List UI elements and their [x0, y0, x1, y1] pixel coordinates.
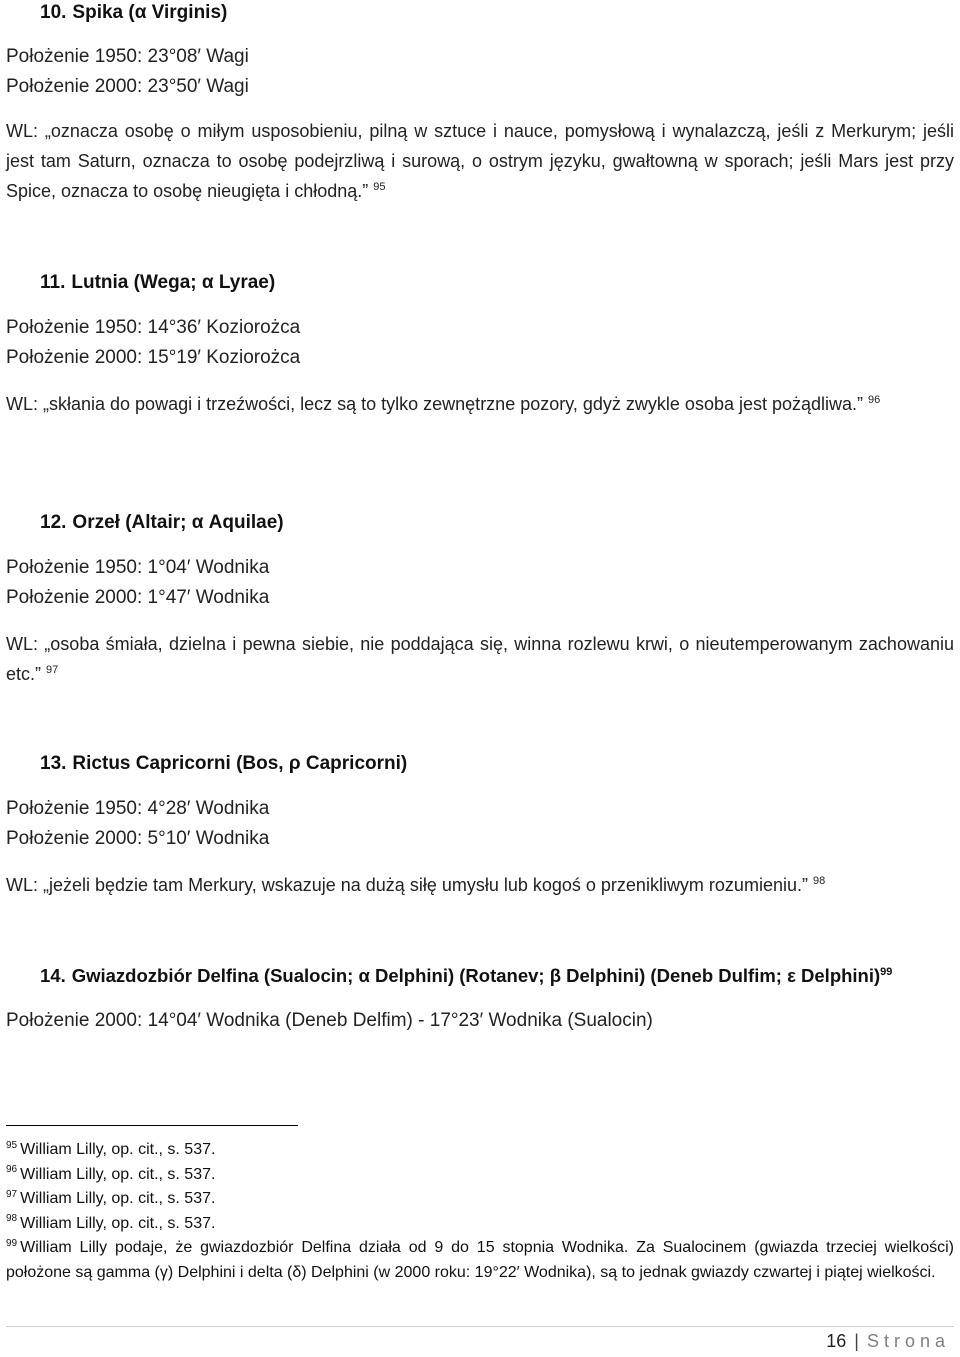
position-2000: Położenie 2000: 15°19′ Koziorożca [6, 347, 301, 368]
section-orzel [6, 509, 954, 689]
footnote-number: 95 [6, 1139, 18, 1151]
position-1950: Położenie 1950: 4°28′ Wodnika [6, 798, 270, 819]
page-number: 16 [826, 1331, 847, 1351]
wl-quote [6, 389, 954, 419]
footer-separator: | [854, 1331, 859, 1351]
wl-quote [6, 629, 954, 689]
wl-text: WL: „osoba śmiała, dzielna i pewna siebie, nie poddająca się, winna rozlewu krwi, o nieutemperowanym zachowaniu etc.” [6, 634, 954, 684]
footnote-number: 98 [6, 1213, 18, 1225]
position-2000: Położenie 2000: 23°50′ Wagi [6, 76, 249, 97]
section-title: Lutnia (Wega; α Lyrae) [71, 272, 276, 293]
footnote-text: William Lilly podaje, że gwiazdozbiór Delfina działa od 9 do 15 stopnia Wodnika. Za Sualocinem (gwiazda trzeciej wielkości) położone są gamma (γ) Delphini i delta (δ) Delphini (w 2000 roku: 19°22′ Wodnika), są to jednak gwiazdy czwartej i piątej wielkości. [6, 1239, 954, 1281]
wl-text: WL: „jeżeli będzie tam Merkury, wskazuje na dużą siłę umysłu lub kogoś o przenikliwym rozumieniu.” [6, 875, 808, 895]
footnote-number: 97 [6, 1188, 18, 1200]
footnote-ref: 99 [880, 965, 893, 978]
footnote-number: 99 [6, 1237, 18, 1249]
section-title: Spika (α Virginis) [72, 2, 228, 23]
footnotes [6, 1138, 954, 1285]
position-1950: Położenie 1950: 1°04′ Wodnika [6, 557, 270, 578]
footnote [6, 1163, 954, 1188]
section-number: 14. [40, 965, 66, 986]
footnote-text: William Lilly, op. cit., s. 537. [20, 1165, 216, 1183]
section-rictus [6, 750, 954, 900]
wl-text: WL: „skłania do powagi i trzeźwości, lecz są to tylko zewnętrzne pozory, gdyż zwykle osoba jest pożądliwa.” [6, 394, 864, 414]
section-spika [6, 0, 954, 206]
section-heading [6, 962, 954, 990]
section-heading [6, 509, 954, 537]
footer-rule [6, 1326, 954, 1327]
position-2000: Położenie 2000: 1°47′ Wodnika [6, 587, 270, 608]
position-2000: Położenie 2000: 5°10′ Wodnika [6, 828, 270, 849]
footnote-text: William Lilly, op. cit., s. 537. [20, 1141, 216, 1158]
footnote-text: William Lilly, op. cit., s. 537. [20, 1214, 216, 1232]
section-number: 12. [40, 512, 67, 533]
footnote [6, 1236, 954, 1285]
section-title: Gwiazdozbiór Delfina (Sualocin; α Delphini) (Rotanev; β Delphini) (Deneb Dulfim; ε Delphini) [71, 965, 881, 986]
section-heading [6, 269, 954, 297]
footnote [6, 1138, 954, 1163]
section-heading [6, 0, 954, 26]
footnote-ref: 96 [868, 394, 881, 406]
footnote-ref: 97 [46, 664, 59, 676]
position-1950: Położenie 1950: 14°36′ Koziorożca [6, 317, 301, 338]
wl-quote [6, 116, 954, 206]
footnote [6, 1212, 954, 1237]
section-number: 10. [40, 2, 67, 23]
footnote-separator [6, 1125, 298, 1126]
section-delfin [6, 962, 954, 1036]
section-number: 11. [40, 272, 66, 293]
section-title: Rictus Capricorni (Bos, ρ Capricorni) [72, 753, 408, 774]
position-2000: Położenie 2000: 14°04′ Wodnika (Deneb Delfim) - 17°23′ Wodnika (Sualocin) [6, 1010, 653, 1031]
footnote-ref: 95 [373, 181, 386, 193]
footnote-number: 96 [6, 1164, 18, 1176]
footnote-text: William Lilly, op. cit., s. 537. [20, 1190, 216, 1207]
position-1950: Położenie 1950: 23°08′ Wagi [6, 46, 249, 67]
section-number: 13. [40, 753, 67, 774]
section-title: Orzeł (Altair; α Aquilae) [72, 512, 284, 533]
wl-text: WL: „oznacza osobę o miłym usposobieniu, pilną w sztuce i nauce, pomysłową i wynalazczą, jeśli z Merkurym; jeśli jest tam Saturn, oznacza to osobę podejrzliwą i surową, o ostrym języku, gwałtowną w sporach; jeśli Mars jest przy Spice, oznacza to osobę nieugięta i chłodną.” [6, 121, 954, 201]
section-heading [6, 750, 954, 778]
page-label: Strona [866, 1331, 950, 1351]
footnote [6, 1187, 954, 1212]
page-footer [826, 1331, 950, 1352]
section-lutnia [6, 269, 954, 419]
footnote-ref: 98 [812, 875, 826, 887]
wl-quote [6, 870, 954, 900]
